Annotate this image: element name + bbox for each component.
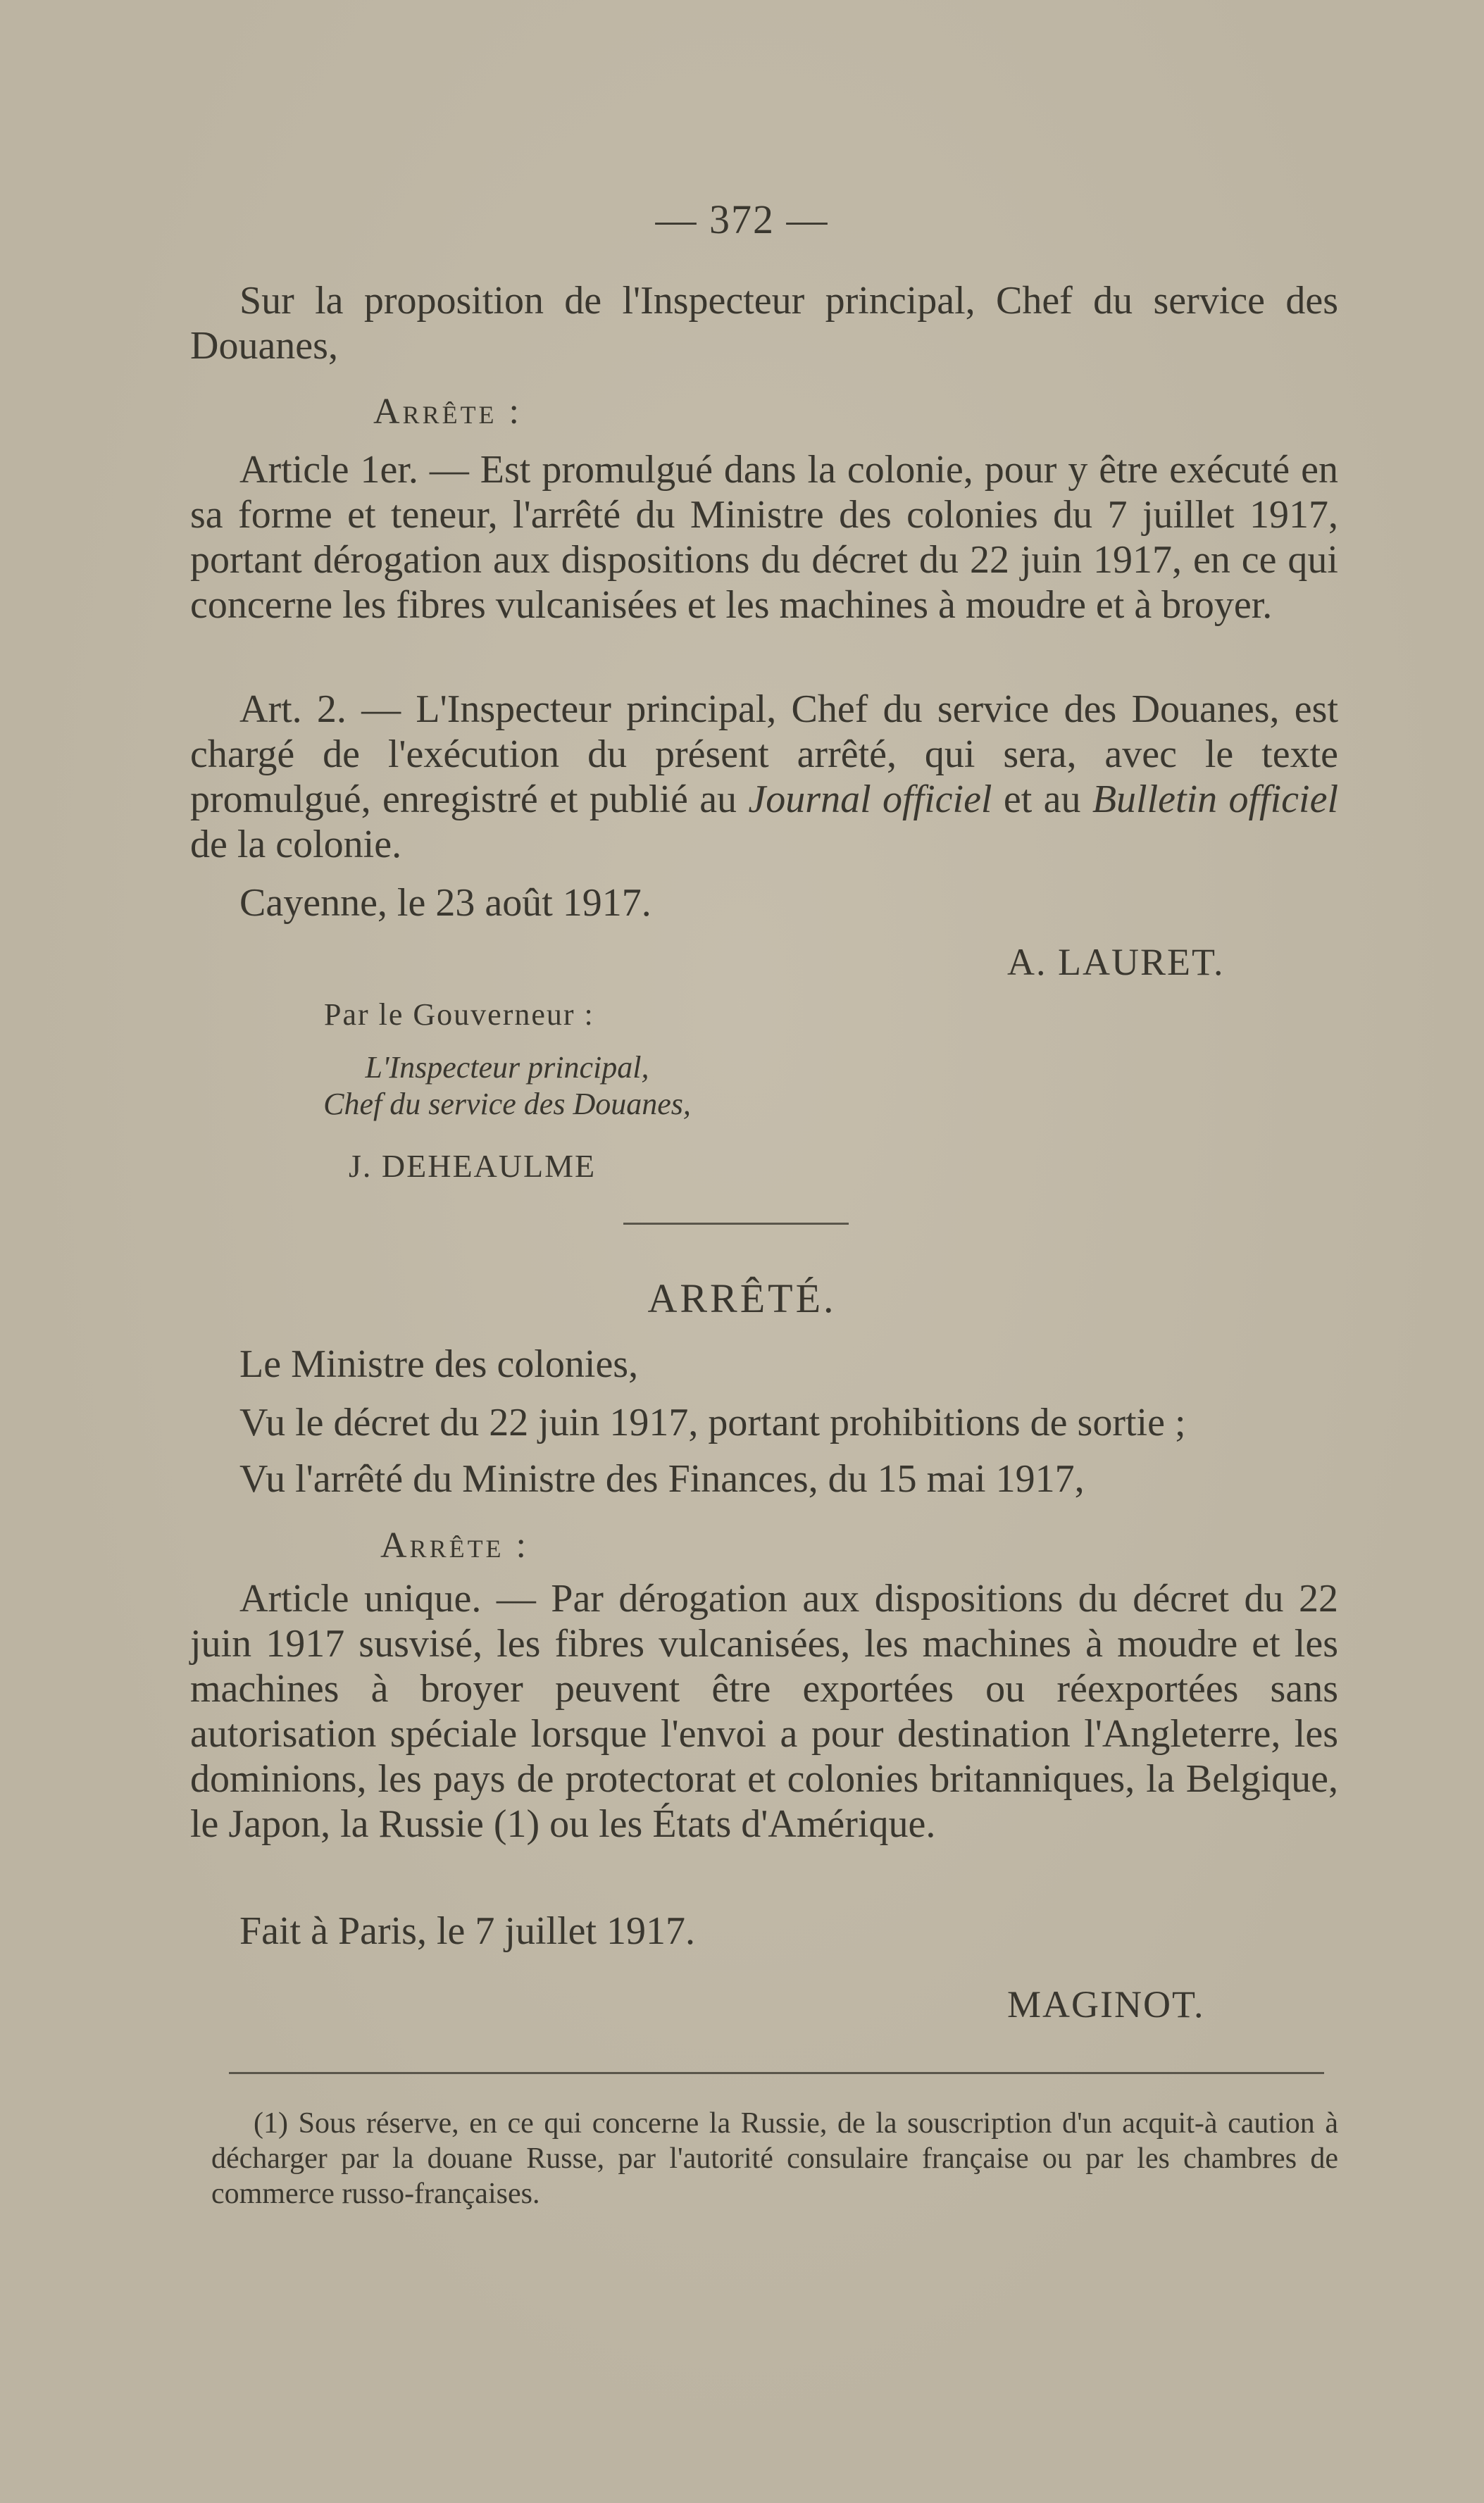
article-2-main: Art. 2. — L'Inspecteur principal, Chef du service des Douanes, est chargé de l'exécution du présent arrêté, qui sera, avec le texte promulgué, enregistré et publié au: [190, 687, 1338, 821]
place-date-2-row: [190, 1909, 1338, 1954]
article-unique-text: Article unique. — Par dérogation aux dispositions du décret du 22 juin 1917 susvisé, les fibres vulcanisées, les machines à moudre et les machines à broyer peuvent être exportées ou réexportées sans autorisation spéciale lorsque l'envoi a pour destination l'Angleterre, les dominions, les pays de protectorat et colonies britanniques, la Belgique, le Japon, la Russie (1) ou les États d'Amérique.: [190, 1577, 1338, 1846]
par-le-gouverneur: Par le Gouverneur :: [324, 997, 594, 1032]
inspecteur-line-1: L'Inspecteur principal,: [365, 1050, 649, 1085]
ministre-paragraph: [190, 1342, 1338, 1387]
journal-officiel: Journal officiel: [748, 778, 992, 821]
ministre-text: Le Ministre des colonies,: [239, 1342, 639, 1386]
signature-deheaulme: J. DEHEAULME: [349, 1148, 597, 1184]
signature-maginot: MAGINOT.: [1007, 1983, 1205, 2026]
inspecteur-title-block: [310, 1049, 704, 1123]
vu-2-text: Vu l'arrêté du Ministre des Finances, du 15 mai 1917,: [239, 1457, 1085, 1501]
article-2-text: [190, 687, 1338, 867]
place-date-1-row: [190, 880, 1338, 925]
inspecteur-line-2: Chef du service des Douanes,: [323, 1087, 691, 1121]
footnote: [211, 2106, 1338, 2211]
intro-paragraph: [190, 278, 1338, 368]
article-2-paragraph: [190, 687, 1338, 867]
vu-2-paragraph: [190, 1456, 1338, 1502]
article-1-text: Article 1er. — Est promulgué dans la colonie, pour y être exécuté en sa forme et teneur, l'arrêté du Ministre des colonies du 7 juillet 1917, portant dérogation aux dispositions du décret du 22 juin 1917, en ce qui concerne les fibres vulcanisées et les machines à moudre et à broyer.: [190, 448, 1338, 627]
arrete-heading-1: Arrête :: [373, 392, 522, 432]
intro-text: Sur la proposition de l'Inspecteur principal, Chef du service des Douanes,: [190, 279, 1338, 368]
article-unique-paragraph: [190, 1576, 1338, 1847]
footnote-rule: [229, 2072, 1324, 2074]
section-divider: [623, 1223, 849, 1225]
page-number: — 372 —: [655, 196, 829, 242]
vu-1-paragraph: [190, 1400, 1338, 1445]
place-date-1: Cayenne, le 23 août 1917.: [239, 881, 651, 925]
arrete-title: ARRÊTÉ.: [647, 1275, 837, 1321]
article-1-paragraph: [190, 447, 1338, 628]
article-2-middle: et au: [992, 778, 1092, 821]
footnote-text: (1) Sous réserve, en ce qui concerne la Russie, de la souscription d'un acquit-à caution à décharger par la douane Russe, par l'autorité consulaire française ou par les chambres de commerce russo-françaises.: [211, 2107, 1338, 2210]
bulletin-officiel: Bulletin officiel: [1092, 778, 1338, 821]
vu-1-text: Vu le décret du 22 juin 1917, portant prohibitions de sortie ;: [239, 1401, 1186, 1444]
article-2-end: de la colonie.: [190, 823, 402, 866]
signature-lauret: A. LAURET.: [1007, 941, 1225, 983]
arrete-heading-2: Arrête :: [380, 1525, 529, 1566]
place-date-2: Fait à Paris, le 7 juillet 1917.: [239, 1909, 696, 1953]
